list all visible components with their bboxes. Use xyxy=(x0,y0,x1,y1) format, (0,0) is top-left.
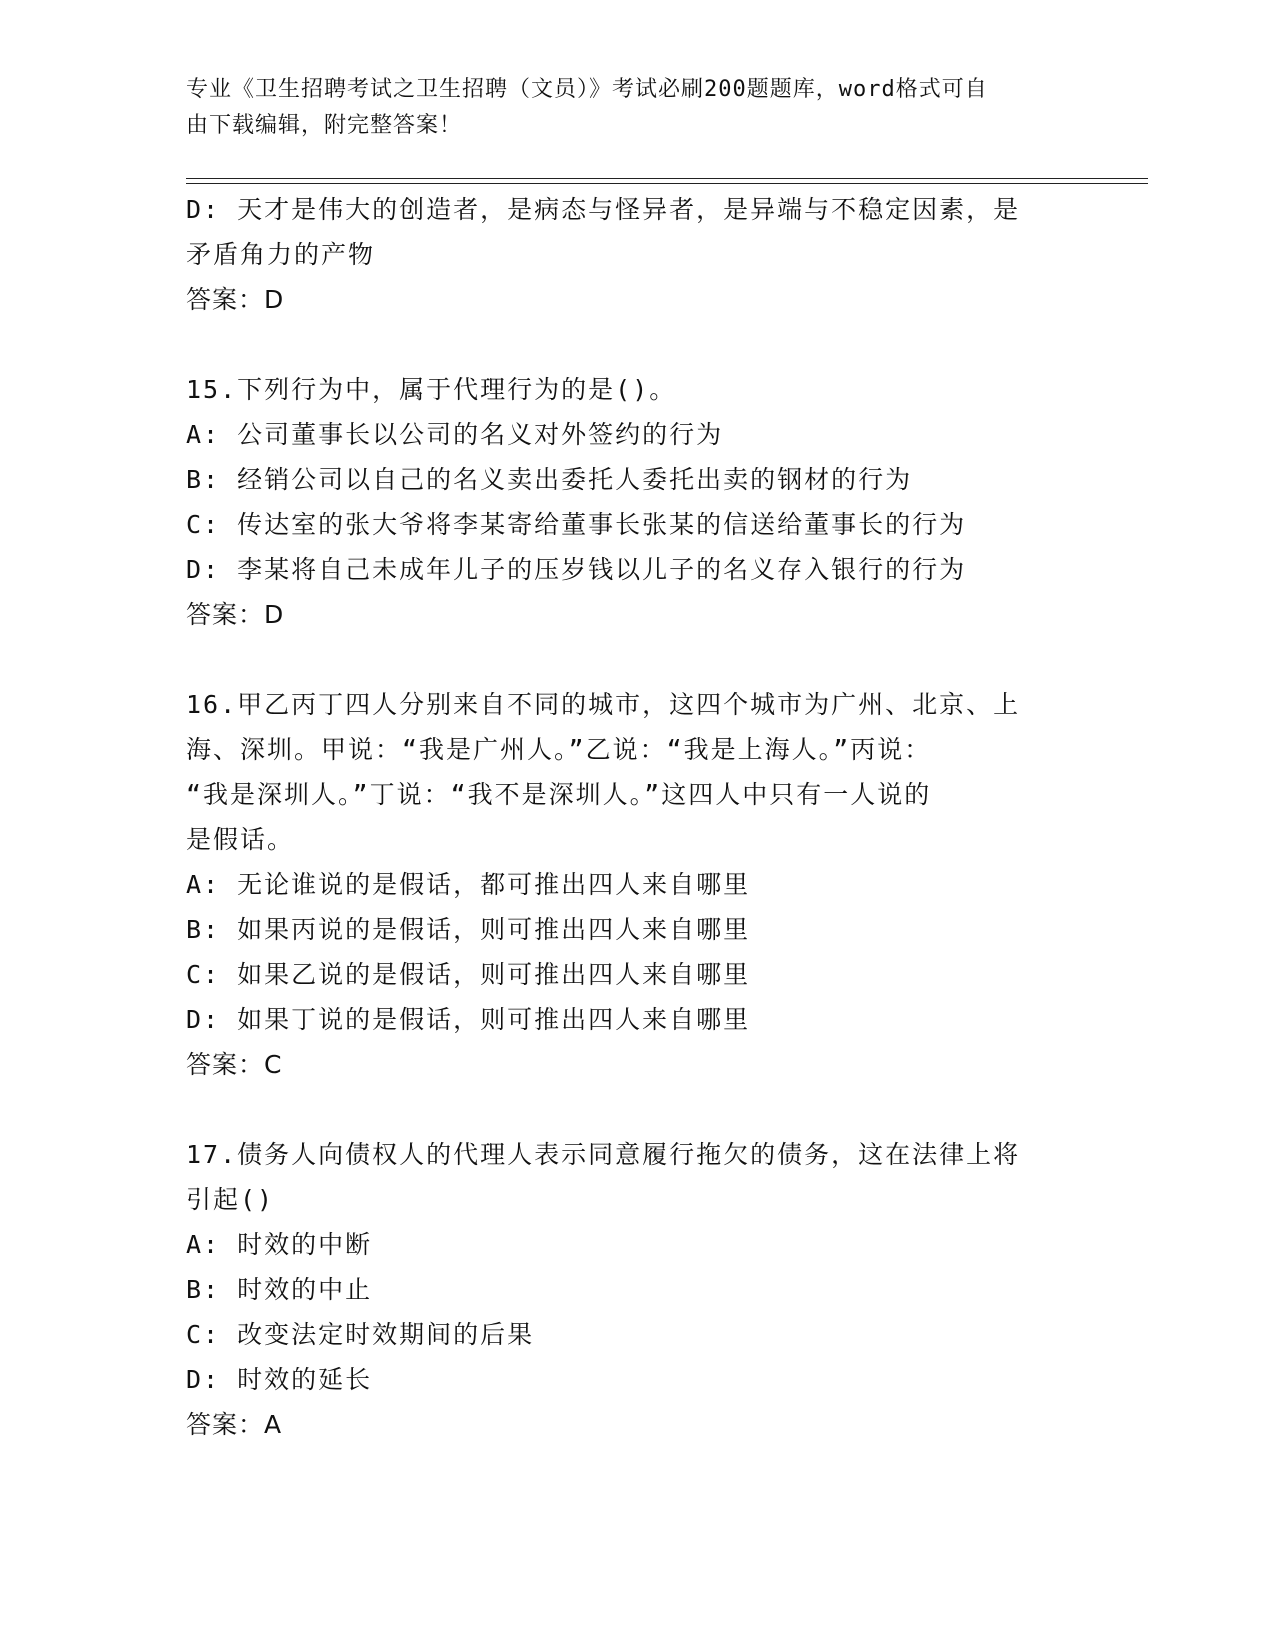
document-header xyxy=(186,72,1086,144)
option-c: C: 传达室的张大爷将李某寄给董事长张某的信送给董事长的行为 xyxy=(186,510,967,539)
question-stem: 15.下列行为中，属于代理行为的是()。 xyxy=(186,375,677,404)
question-stem-continued: 海、深圳。甲说：“我是广州人。”乙说：“我是上海人。”丙说： xyxy=(186,735,932,764)
question-list xyxy=(186,187,1086,1447)
option-d-continued: 矛盾角力的产物 xyxy=(186,240,376,269)
answer: 答案：D xyxy=(186,600,285,629)
question-stem-continued: “我是深圳人。”丁说：“我不是深圳人。”这四人中只有一人说的 xyxy=(186,780,932,809)
question-16 xyxy=(186,682,1086,1087)
option-c: C: 如果乙说的是假话，则可推出四人来自哪里 xyxy=(186,960,751,989)
option-b: B: 如果丙说的是假话，则可推出四人来自哪里 xyxy=(186,915,751,944)
question-stem: 16.甲乙丙丁四人分别来自不同的城市，这四个城市为广州、北京、上 xyxy=(186,690,1021,719)
header-line-2: 由下载编辑，附完整答案！ xyxy=(186,113,463,138)
answer: 答案：A xyxy=(186,1410,283,1439)
option-d: D: 天才是伟大的创造者，是病态与怪异者，是异端与不稳定因素，是 xyxy=(186,195,1021,224)
option-a: A: 时效的中断 xyxy=(186,1230,373,1259)
question-stem: 17.债务人向债权人的代理人表示同意履行拖欠的债务，这在法律上将 xyxy=(186,1140,1021,1169)
header-rule-top xyxy=(186,178,1148,179)
option-d: D: 李某将自己未成年儿子的压岁钱以儿子的名义存入银行的行为 xyxy=(186,555,967,584)
option-a: A: 公司董事长以公司的名义对外签约的行为 xyxy=(186,420,724,449)
header-rule-bottom xyxy=(186,183,1148,184)
option-a: A: 无论谁说的是假话，都可推出四人来自哪里 xyxy=(186,870,751,899)
option-c: C: 改变法定时效期间的后果 xyxy=(186,1320,535,1349)
answer: 答案：D xyxy=(186,285,285,314)
question-17 xyxy=(186,1132,1086,1447)
question-15 xyxy=(186,367,1086,637)
option-d: D: 时效的延长 xyxy=(186,1365,373,1394)
option-b: B: 时效的中止 xyxy=(186,1275,373,1304)
question-stem-continued: 是假话。 xyxy=(186,825,295,854)
question-stem-continued: 引起() xyxy=(186,1185,275,1214)
option-d: D: 如果丁说的是假话，则可推出四人来自哪里 xyxy=(186,1005,751,1034)
question-prev xyxy=(186,187,1086,322)
answer: 答案：C xyxy=(186,1050,283,1079)
header-line-1: 专业《卫生招聘考试之卫生招聘（文员）》考试必刷200题题库，word格式可自 xyxy=(186,77,988,102)
option-b: B: 经销公司以自己的名义卖出委托人委托出卖的钢材的行为 xyxy=(186,465,913,494)
